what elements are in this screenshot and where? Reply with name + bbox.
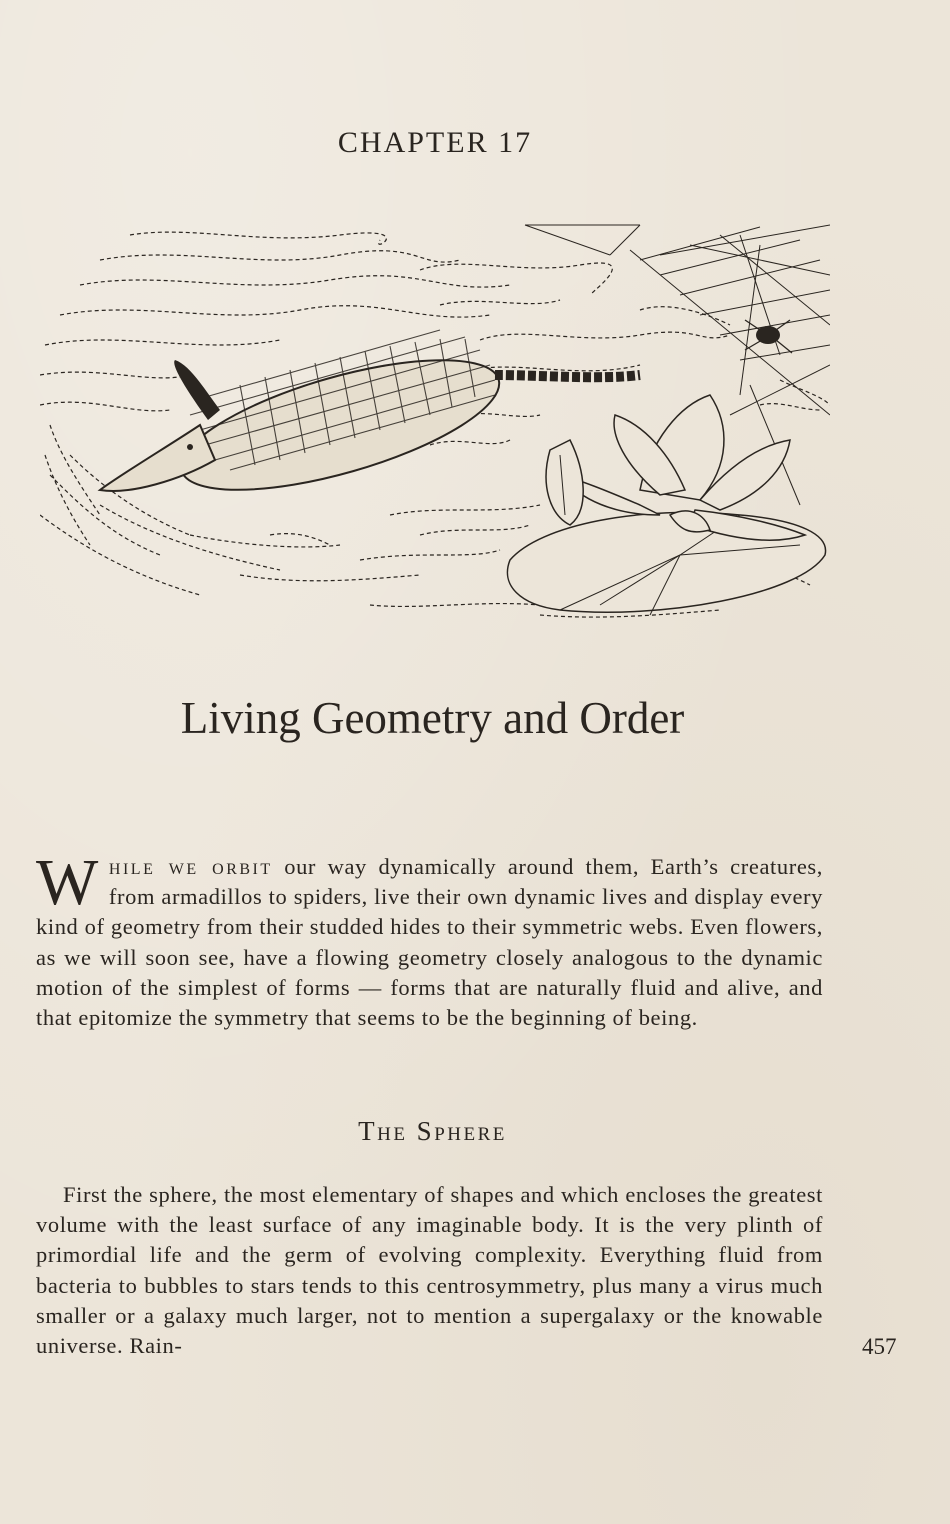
water-lily-icon bbox=[507, 395, 825, 615]
lead-in-smallcaps: hile we orbit bbox=[108, 854, 273, 879]
opening-paragraph-text: our way dynamically around them, Earth’s creatures, from armadillos to spiders, live their own dynamic lives and display every kind of geometry from their studded hides to their symmetric webs. Even flowers, as we will soon see, have a flowing geometry closely analogous to the dynamic motion of the simplest of forms — forms that are naturally fluid and alive, and that epitomize the symmetry that seems to be the beginning of being. bbox=[36, 854, 823, 1031]
body-paragraph: First the sphere, the most elementary of shapes and which encloses the greatest volume with the least surface of any imaginable body. It is the very plinth of primordial life and the germ of evolving complexity. Everything fluid from bacteria to bubbles to stars tends to this centrosymmetry, plus many a virus much smaller or a galaxy much larger, not to mention a supergalaxy or the knowable universe. Rain- bbox=[36, 1182, 823, 1359]
chapter-title: Living Geometry and Order bbox=[180, 693, 685, 743]
chapter-heading: CHAPTER 17 bbox=[337, 126, 533, 159]
opening-paragraph bbox=[36, 846, 823, 1033]
spider-icon bbox=[745, 320, 792, 353]
page-number: 457 bbox=[862, 1334, 897, 1359]
drop-cap: W bbox=[36, 846, 99, 919]
chapter-illustration bbox=[40, 215, 830, 630]
section-heading: The Sphere bbox=[358, 1116, 507, 1146]
